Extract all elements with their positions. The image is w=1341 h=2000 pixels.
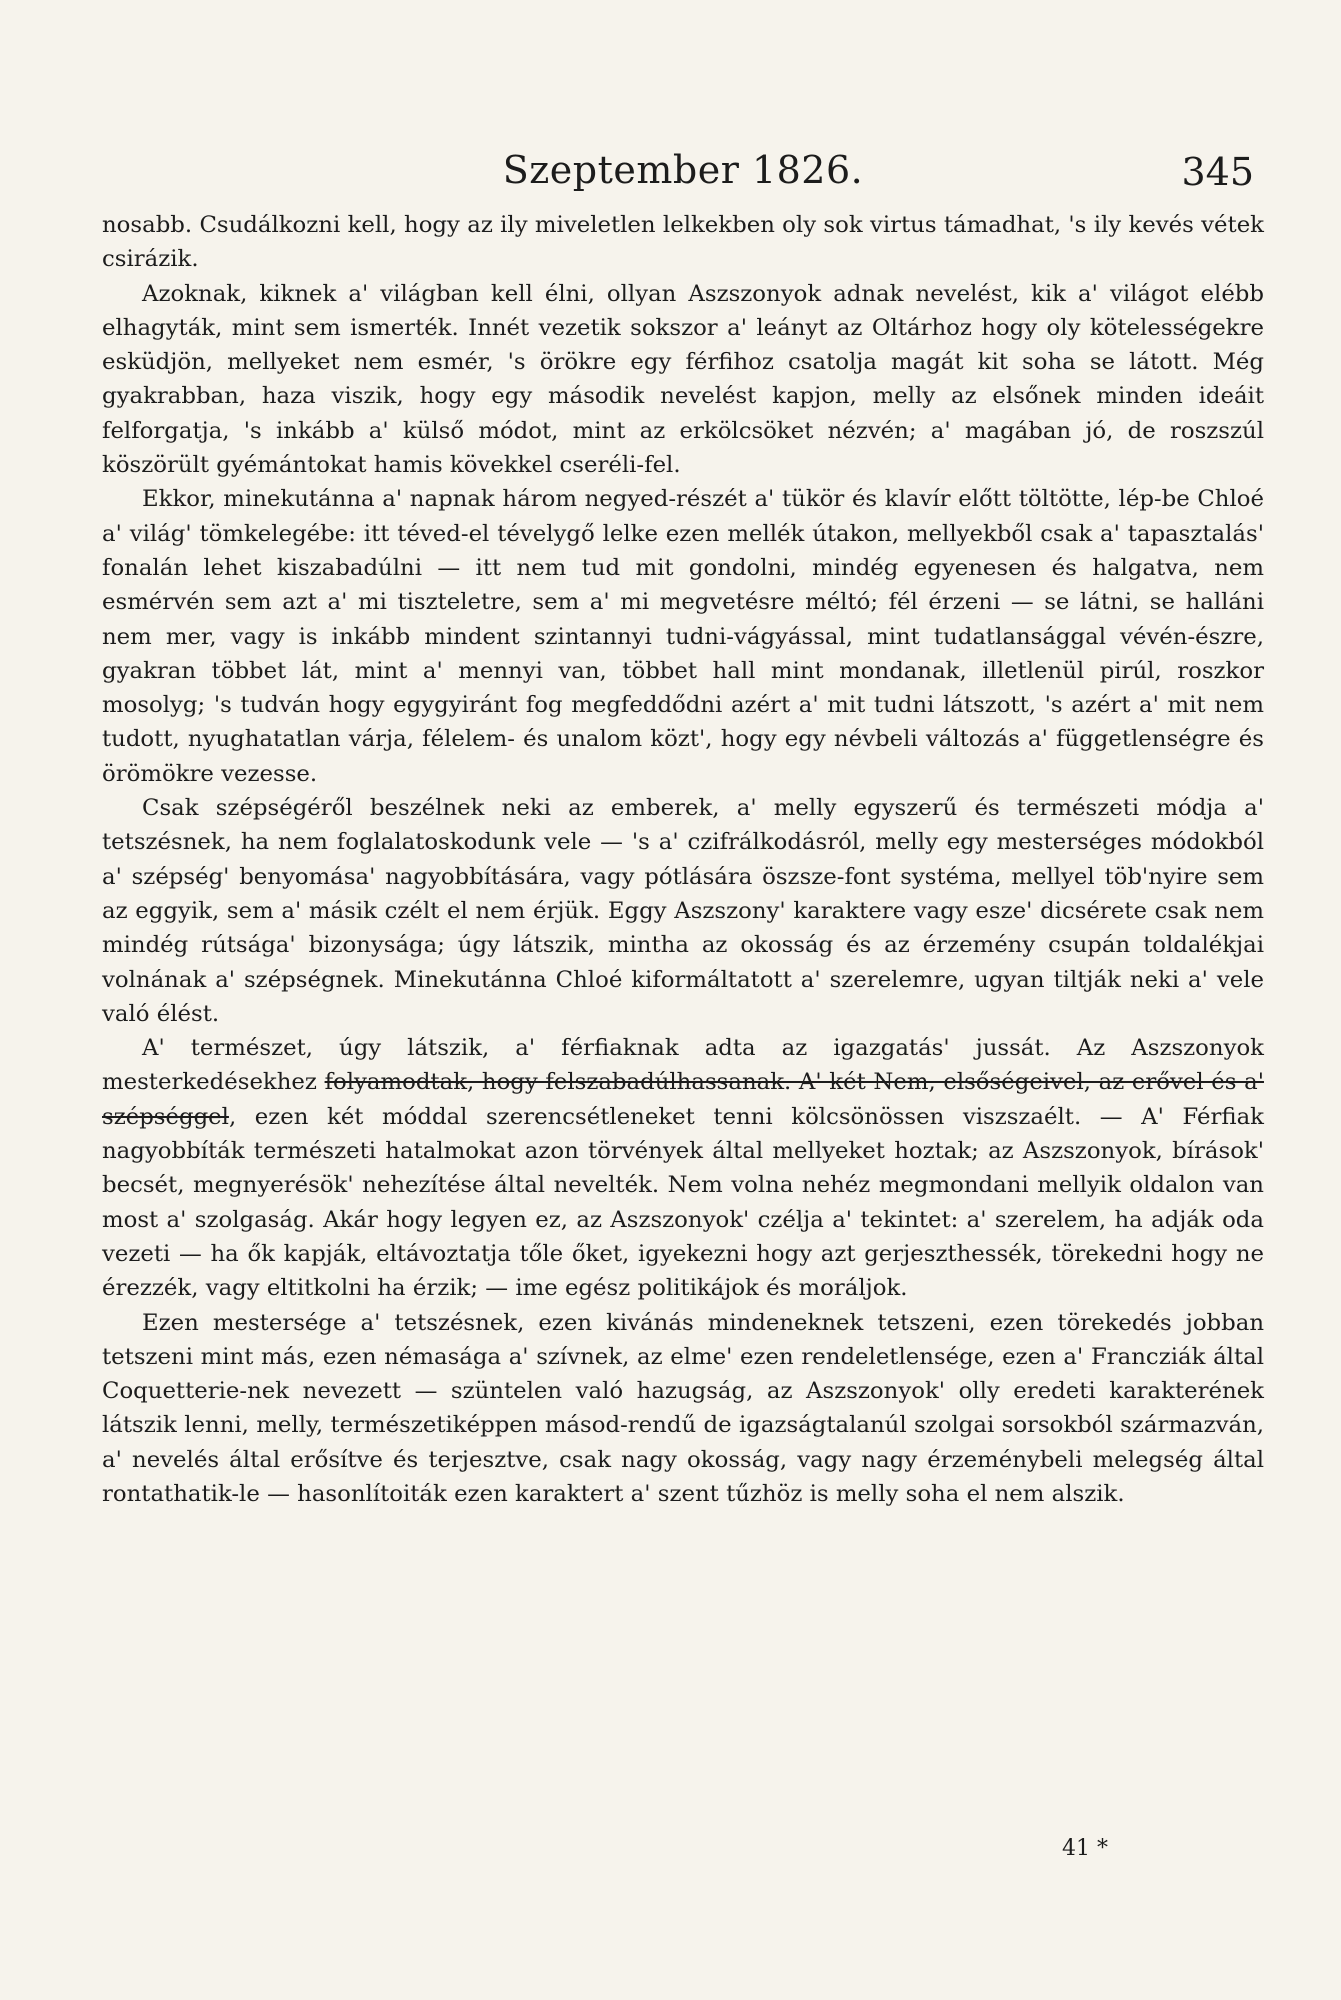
page-number: 345 (1181, 150, 1254, 194)
signature-mark: 41 * (1062, 1836, 1108, 1861)
paragraph-5-text-before: A' természet, úgy látszik, a' férfiaknak adta az igazgatás' jussát. Az Aszszonyok mesterkedésekhez (102, 1035, 1264, 1096)
paragraph-5-text-after: , ezen két móddal szerencsétleneket tenni kölcsönössen viszszaélt. — A' Férfiak nagyobbíták természeti hatalmokat azon törvények által mellyeket hoztak; az Aszszonyok, bírások' becsét, megnyerésök' nehezítése által nevelték. Nem volna nehéz megmondani mellyik oldalon van most a' szolgaság. Akár hogy legyen ez, az Aszszonyok' czélja a' tekintet: a' szerelem, ha adják oda vezeti — ha ők kapják, eltávoztatja tőle őket, igyekezni hogy azt gerjeszthessék, törekedni hogy ne érezzék, vagy eltitkolni ha érzik; — ime egész politikájok és moráljok. (102, 1103, 1264, 1302)
paragraph-4: Csak szépségéről beszélnek neki az emberek, a' melly egyszerű és természeti módja a' tetszésnek, ha nem foglalatoskodunk vele — 's a' czifrálkodásról, melly egy mesterséges módokból a' szépség' benyomása' nagyobbítására, vagy pótlására öszsze-font systéma, mellyel töb'nyire sem az eggyik, sem a' másik czélt el nem érjük. Eggy Aszszony' karaktere vagy esze' dicsérete csak nem mindég rútsága' bizonysága; úgy látszik, mintha az okosság és az érzemény csupán toldalékjai volnának a' szépségnek. Minekutánna Chloé kiformáltatott a' szerelemre, ugyan tiltják neki a' vele való élést. (102, 795, 1264, 1027)
body-text (102, 208, 1264, 1511)
paragraph-2: Azoknak, kiknek a' világban kell élni, ollyan Aszszonyok adnak nevelést, kik a' világot elébb elhagyták, mint sem ismerték. Innét vezetik sokszor a' leányt az Oltárhoz hogy oly kötelességekre esküdjön, mellyeket nem esmér, 's örökre egy férfihoz csatolja magát kit soha se látott. Még gyakrabban, haza viszik, hogy egy második nevelést kapjon, melly az elsőnek minden ideáit felforgatja, 's inkább a' külső módot, mint az erkölcsöket nézvén; a' magában jó, de roszszúl köszörült gyémántokat hamis kövekkel cseréli-fel. (102, 280, 1264, 479)
paragraph-6: Ezen mestersége a' tetszésnek, ezen kivánás mindeneknek tetszeni, ezen törekedés jobban tetszeni mint más, ezen némasága a' szívnek, az elme' ezen rendeletlensége, ezen a' Francziák által Coquetterie-nek nevezett — szüntelen való hazugság, az Aszszonyok' olly eredeti karakterének látszik lenni, melly, természetiképpen másod-rendű de igazságtalanúl szolgai sorsokból származván, a' nevelés által erősítve és terjesztve, csak nagy okosság, vagy nagy érzeménybeli melegség által rontathatik-le — hasonlítoiták ezen karaktert a' szent tűzhöz is melly soha el nem alszik. (102, 1309, 1264, 1507)
paragraph-5 (102, 1031, 1264, 1305)
running-header (102, 148, 1264, 200)
paragraph-1: nosabb. Csudálkozni kell, hogy az ily miveletlen lelkekben oly sok virtus támadhat, 's ily kevés vétek csirázik. (102, 212, 1264, 273)
paragraph-3: Ekkor, minekutánna a' napnak három negyed-részét a' tükör és klavír előtt töltötte, lép-be Chloé a' világ' tömkelegébe: itt téved-el tévelygő lelke ezen mellék útakon, mellyekből csak a' tapasztalás' fonalán lehet kiszabadúlni — itt nem tud mit gondolni, mindég egyenesen és halgatva, nem esmérvén sem azt a' mi tiszteletre, sem a' mi megvetésre méltó; fél érzeni — se látni, se halláni nem mer, vagy is inkább mindent szintannyi tudni-vágyással, mint tudatlansággal vévén-észre, gyakran többet lát, mint a' mennyi van, többet hall mint mondanak, illetlenül pirúl, roszkor mosolyg; 's tudván hogy egygyiránt fog megfeddődni azért a' mit tudni látszott, 's azért a' mit nem tudott, nyughatatlan várja, félelem- és unalom közt', hogy egy névbeli változás a' függetlenségre és örömökre vezesse. (102, 486, 1264, 787)
document-page (102, 148, 1264, 1948)
struck-through-text: folyamodtak, hogy felszabadúlhassanak. A' két Nem, elsőségeivel, az erővel és a' szépséggel (102, 1069, 1264, 1130)
header-title: Szeptember 1826. (502, 148, 864, 192)
